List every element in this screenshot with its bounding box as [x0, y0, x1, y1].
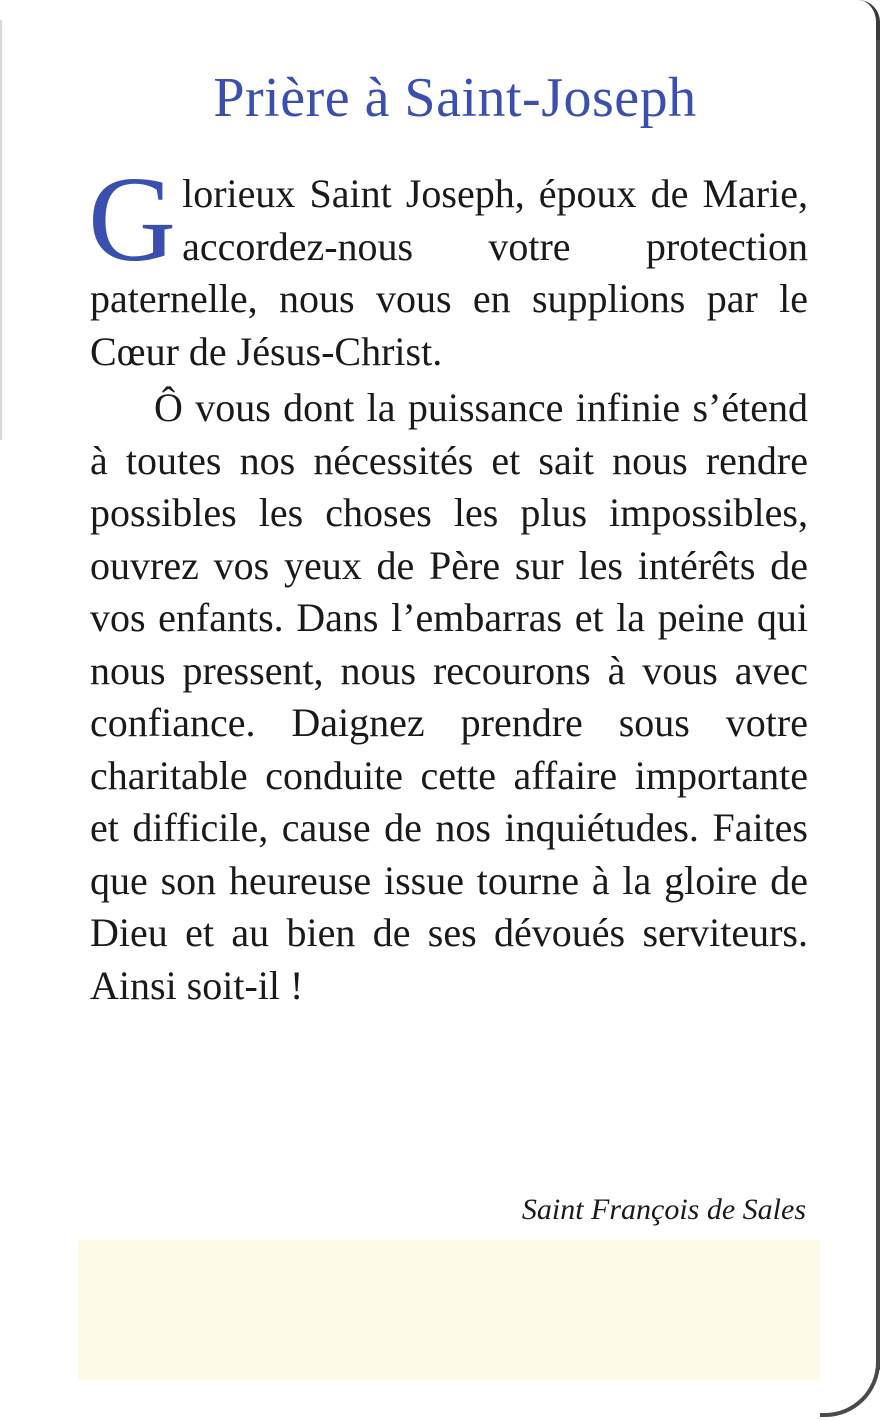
- prayer-title: Prière à Saint-Joseph: [213, 67, 697, 129]
- prayer-paragraph-2: Ô vous dont la puissance infinie s’étend à toutes nos nécessités et sait nous rendre possibles les choses les plus impossibles, ouvrez vos yeux de Père sur les intérêts de vos enfants. Dans l’embarras et la peine qui nous pressent, nous recourons à vous avec confiance. Daignez prendre sous votre charitable conduite cette affaire importante et difficile, cause de nos inquiétudes. Faites que son heureuse issue tourne à la gloire de Dieu et au bien de ses dévoués serviteurs. Ainsi soit-il !: [90, 385, 808, 1008]
- blank-panel: [78, 1240, 820, 1380]
- card-edge-left: [0, 20, 2, 440]
- card-corner-bottom-right: [820, 1355, 880, 1417]
- paragraph-1-text: lorieux Saint Joseph, époux de Marie, accordez-nous votre protection paternelle, nous vous en supplions par le Cœur de Jésus-Christ.: [90, 171, 808, 374]
- prayer-body: [88, 152, 808, 1012]
- card-edge-right: [876, 40, 880, 1370]
- prayer-attribution: Saint François de Sales: [521, 1193, 806, 1226]
- card-corner-top-right: [858, 0, 880, 40]
- prayer-paragraph-1: [88, 152, 808, 378]
- drop-cap: G: [88, 152, 177, 287]
